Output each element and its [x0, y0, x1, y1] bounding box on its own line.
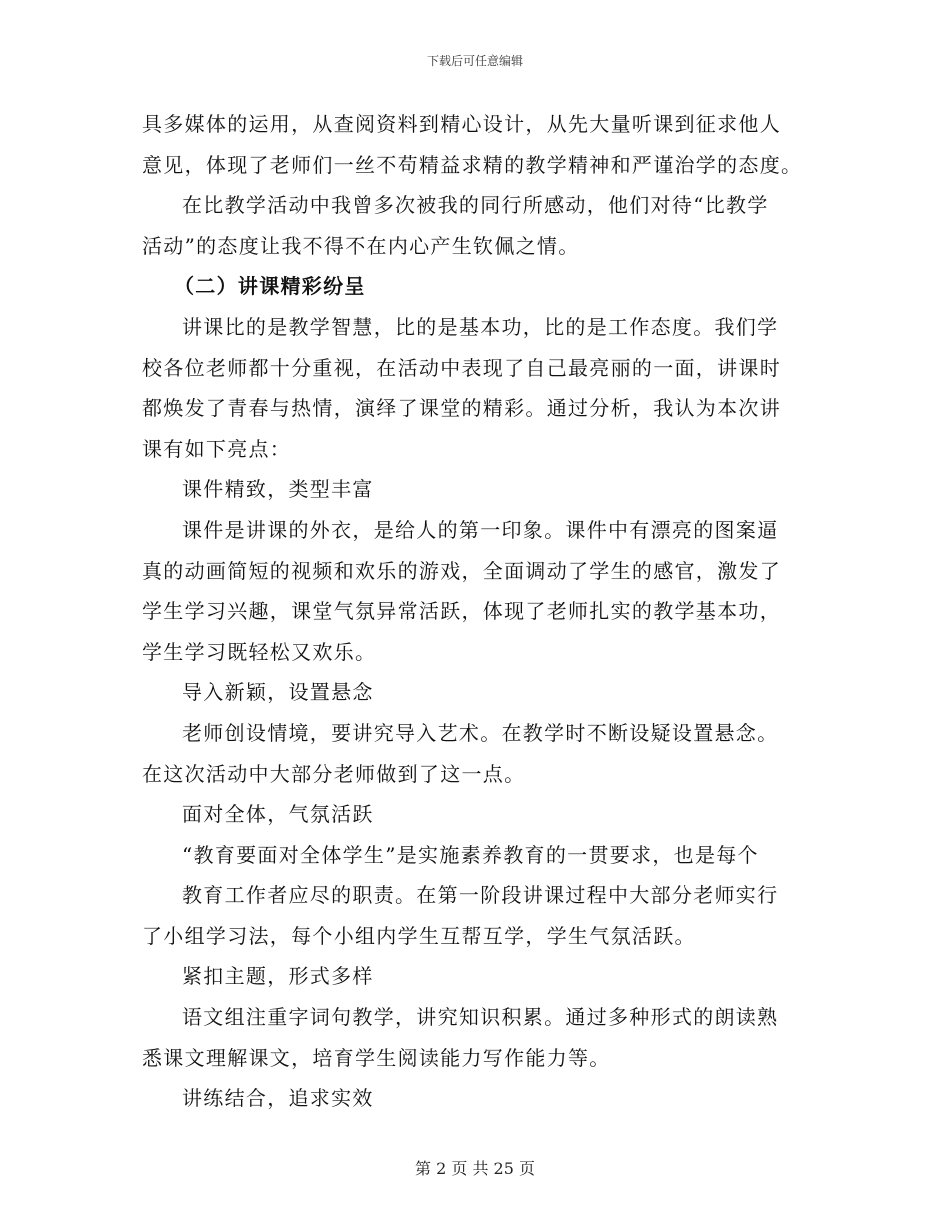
text-line: 具多媒体的运用，从查阅资料到精心设计，从先大量听课到征求他人 — [142, 112, 781, 136]
subheading-line: 讲练结合，追求实效 — [182, 1086, 374, 1111]
text-line: 在比教学活动中我曾多次被我的同行所感动，他们对待“比教学 — [182, 193, 769, 218]
page-header: 下载后可任意编辑 — [426, 54, 523, 68]
text-line: 活动”的态度让我不得不在内心产生钦佩之情。 — [142, 233, 580, 258]
text-line: 课有如下亮点： — [142, 436, 292, 461]
document-body — [142, 104, 802, 1119]
text-line: 讲课比的是教学智慧，比的是基本功，比的是工作态度。我们学 — [182, 314, 779, 339]
page-footer: 第 2 页 共 25 页 — [415, 1159, 535, 1178]
text-line: 教育工作者应尽的职责。在第一阶段讲课过程中大部分老师实行 — [182, 883, 779, 908]
text-line: 意见，体现了老师们一丝不苟精益求精的教学精神和严谨治学的态度。 — [142, 152, 803, 177]
text-line: 悉课文理解课文，培育学生阅读能力写作能力等。 — [142, 1045, 611, 1070]
text-line: 课件是讲课的外衣，是给人的第一印象。课件中有漂亮的图案逼 — [182, 517, 779, 542]
subheading-line: 导入新颖，设置悬念 — [182, 680, 374, 705]
text-line: 都焕发了青春与热情，演绎了课堂的精彩。通过分析，我认为本次讲 — [142, 396, 781, 421]
text-line: “教育要面对全体学生”是实施素养教育的一贯要求，也是每个 — [182, 842, 759, 867]
text-line: 学生学习既轻松又欢乐。 — [142, 639, 377, 664]
text-line: 老师创设情境，要讲究导入艺术。在教学时不断设疑设置悬念。 — [182, 720, 779, 745]
text-line: 语文组注重字词句教学，讲究知识积累。通过多种形式的朗读熟 — [182, 1005, 779, 1030]
text-line: 真的动画简短的视频和欢乐的游戏，全面调动了学生的感官，激发了 — [142, 558, 781, 583]
subheading-line: 课件精致，类型丰富 — [182, 477, 374, 502]
text-line: 了小组学习法，每个小组内学生互帮互学，学生气氛活跃。 — [142, 923, 696, 948]
text-line: 校各位老师都十分重视，在活动中表现了自己最亮丽的一面，讲课时 — [142, 355, 781, 380]
subheading-line: 紧扣主题，形式多样 — [182, 964, 374, 989]
subheading-line: 面对全体，气氛活跃 — [182, 802, 374, 827]
text-line: 学生学习兴趣，课堂气氛异常活跃，体现了老师扎实的教学基本功， — [142, 599, 781, 624]
section-heading: （二）讲课精彩纷呈 — [174, 274, 366, 299]
text-line: 在这次活动中大部分老师做到了这一点。 — [142, 761, 526, 786]
